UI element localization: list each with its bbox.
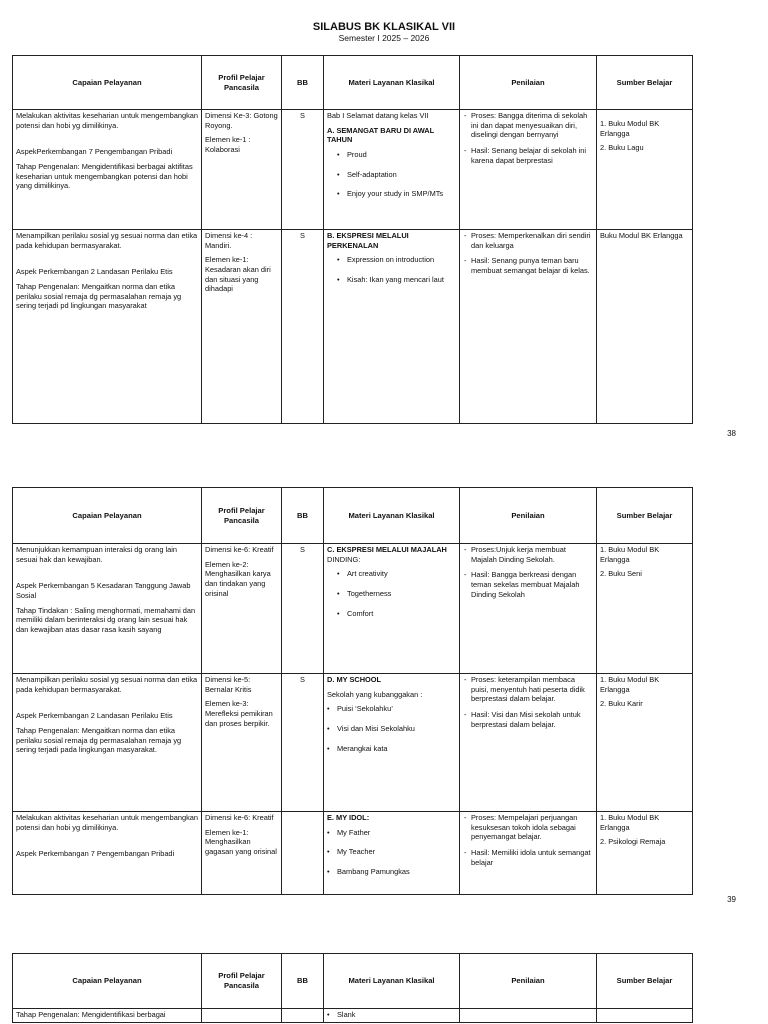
- table-row: [13, 110, 693, 230]
- col-penilaian: Penilaian: [460, 56, 597, 110]
- list-item: - Proses: Mempelajari perjuangan kesuksesan tokoh idola sebagai penyemangat belajar.: [471, 813, 593, 842]
- list-item: - Hasil: Bangga berkreasi dengan teman sekelas membuat Majalah Dinding Sekolah: [471, 570, 593, 599]
- list-item: • My Father: [337, 828, 456, 838]
- list-item: - Proses: Memperkenalkan diri sendiri dan keluarga: [471, 231, 593, 250]
- col-profil: Profil Pelajar Pancasila: [202, 488, 282, 544]
- list-item: • Art creativity: [347, 569, 456, 579]
- list-item: • Merangkai kata: [337, 744, 456, 754]
- col-materi: Materi Layanan Klasikal: [324, 56, 460, 110]
- table-header-row: [13, 954, 693, 1009]
- sumber-cell: 1. Buku Modul BK Erlangga 2. Psikologi Remaja: [597, 812, 693, 895]
- bb-cell: S: [282, 110, 324, 230]
- penilaian-cell: [460, 230, 597, 424]
- list-item: • Expression on introduction: [347, 255, 456, 265]
- materi-title: A. SEMANGAT BARU DI AWAL TAHUN: [327, 125, 435, 145]
- list-item: • Proud: [347, 150, 456, 160]
- penilaian-cell: [460, 110, 597, 230]
- col-bb: BB: [282, 56, 324, 110]
- sumber-cell: 1. Buku Modul BK Erlangga 2. Buku Seni: [597, 544, 693, 674]
- list-item: • Self-adaptation: [347, 170, 456, 180]
- materi-cell: C. EKSPRESI MELALUI MAJALAH DINDING: • Art creativity • Togetherness • Comfort: [324, 544, 460, 674]
- col-materi: Materi Layanan Klasikal: [324, 954, 460, 1009]
- table-row: [13, 230, 693, 424]
- bb-cell: S: [282, 230, 324, 424]
- profil-cell: Dimensi ke-5: Bernalar Kritis Elemen ke-3: Merefleksi pemikiran dan proses berpikir.: [202, 674, 282, 812]
- capaian-cell: Tahap Pengenalan: Mengidentifikasi berbagai: [13, 1009, 202, 1023]
- col-bb: BB: [282, 954, 324, 1009]
- capaian-cell: Melakukan aktivitas keseharian untuk mengembangkan potensi dan hobi yg dimilikinya. AspekPerkembangan 7 Pengembangan Pribadi Tahap Pengenalan: Mengidentifikasi berbagai aktifitas keseharian untuk mengembangkan potensi dan hobi yang dimilikinya.: [13, 110, 202, 230]
- sumber-cell: Buku Modul BK Erlangga: [597, 230, 693, 424]
- profil-cell: Dimensi Ke-3: Gotong Royong. Elemen ke-1 : Kolaborasi: [202, 110, 282, 230]
- table-row: [13, 544, 693, 674]
- penilaian-cell: [460, 674, 597, 812]
- list-item: • Bambang Pamungkas: [337, 867, 456, 877]
- sumber-cell: [597, 1009, 693, 1023]
- profil-cell: Dimensi ke-6: Kreatif Elemen ke-1: Menghasilkan gagasan yang orisinal: [202, 812, 282, 895]
- table-row: [13, 812, 693, 895]
- list-item: • My Teacher: [337, 847, 456, 857]
- capaian-cell: Menunjukkan kemampuan interaksi dg orang lain sesuai hak dan kewajiban. Aspek Perkembangan 5 Kesadaran Tanggung Jawab Sosial Tahap Tindakan : Saling menghormati, memahami dan memiliki dalam berinteraksi dg orang lain sesuai hak dan kewajiban atas dasar rasa kasih sayang: [13, 544, 202, 674]
- penilaian-cell: [460, 544, 597, 674]
- table-row: [13, 674, 693, 812]
- bb-cell: S: [282, 674, 324, 812]
- materi-cell: [324, 230, 460, 424]
- col-sumber: Sumber Belajar: [597, 954, 693, 1009]
- syllabus-table-3: [12, 953, 693, 1023]
- materi-title: D. MY SCHOOL: [327, 675, 382, 684]
- materi-cell: Bab I Selamat datang kelas VII A. SEMANGAT BARU DI AWAL TAHUN • Proud • Self-adaptation • Enjoy your study in SMP/MTs: [324, 110, 460, 230]
- profil-cell: [202, 1009, 282, 1023]
- materi-cell: [324, 812, 460, 895]
- list-item: - Hasil: Memiliki idola untuk semangat belajar: [471, 848, 593, 867]
- materi-title: C. EKSPRESI MELALUI MAJALAH: [327, 545, 447, 554]
- list-item: • Puisi ‘Sekolahku’: [337, 704, 456, 714]
- col-capaian: Capaian Pelayanan: [13, 56, 202, 110]
- list-item: - Hasil: Senang belajar di sekolah ini karena dapat berprestasi: [471, 146, 593, 165]
- capaian-cell: Menampilkan perilaku sosial yg sesuai norma dan etika pada kehidupan bermasyarakat. Aspek Perkembangan 2 Landasan Perilaku Etis Tahap Pengenalan: Mengaitkan norma dan etika perilaku sosial remaja dg permasalahan remaja yg sering terjadi pd lingkungan masyarakat: [13, 230, 202, 424]
- materi-title: B. EKSPRESI MELALUI PERKENALAN: [327, 231, 409, 250]
- bb-cell: [282, 1009, 324, 1023]
- materi-cell: D. MY SCHOOL Sekolah yang kubanggakan : • Puisi ‘Sekolahku’ • Visi dan Misi Sekolahku • Merangkai kata: [324, 674, 460, 812]
- list-item: • Kisah: Ikan yang mencari laut: [347, 275, 456, 285]
- list-item: - Hasil: Senang punya teman baru membuat semangat belajar di kelas.: [471, 256, 593, 275]
- penilaian-cell: [460, 812, 597, 895]
- profil-cell: Dimensi ke-6: Kreatif Elemen ke-2: Menghasilkan karya dan tindakan yang orisinal: [202, 544, 282, 674]
- col-capaian: Capaian Pelayanan: [13, 954, 202, 1009]
- list-item: - Proses: keterampilan membaca puisi, menyentuh hati peserta didik berprestasi dalam belajar.: [471, 675, 593, 704]
- table-row: [13, 1009, 693, 1023]
- col-sumber: Sumber Belajar: [597, 56, 693, 110]
- materi-cell: [324, 1009, 460, 1023]
- col-profil: Profil Pelajar Pancasila: [202, 56, 282, 110]
- capaian-cell: Menampilkan perilaku sosial yg sesuai norma dan etika pada kehidupan bermasyarakat. Aspek Perkembangan 2 Landasan Perilaku Etis Tahap Pengenalan: Mengaitkan norma dan etika perilaku sosial remaja dg permasalahan remaja yg sering terjadi pada lingkungan masyarakat.: [13, 674, 202, 812]
- table-header-row: [13, 56, 693, 110]
- list-item: - Proses:Unjuk kerja membuat Majalah Dinding Sekolah.: [471, 545, 593, 564]
- profil-cell: Dimensi ke-4 : Mandiri. Elemen ke-1: Kesadaran akan diri dan situasi yang dihadapi: [202, 230, 282, 424]
- list-item: - Proses: Bangga diterima di sekolah ini dan dapat menyesuaikan diri, diselingi dengan bernyanyi: [471, 111, 593, 140]
- list-item: • Slank: [337, 1010, 456, 1020]
- col-profil: Profil Pelajar Pancasila: [202, 954, 282, 1009]
- col-sumber: Sumber Belajar: [597, 488, 693, 544]
- list-item: • Enjoy your study in SMP/MTs: [347, 189, 456, 199]
- page-number: 38: [727, 429, 736, 438]
- list-item: • Togetherness: [347, 589, 456, 599]
- penilaian-cell: [460, 1009, 597, 1023]
- syllabus-table-2: [12, 487, 693, 895]
- bb-cell: [282, 812, 324, 895]
- col-capaian: Capaian Pelayanan: [13, 488, 202, 544]
- materi-title: E. MY IDOL:: [327, 813, 370, 822]
- sumber-cell: 1. Buku Modul BK Erlangga 2. Buku Lagu: [597, 110, 693, 230]
- bb-cell: S: [282, 544, 324, 674]
- list-item: - Hasil: Visi dan Misi sekolah untuk berprestasi dalam belajar.: [471, 710, 593, 729]
- capaian-cell: Melakukan aktivitas keseharian untuk mengembangkan potensi dan hobi yg dimilikinya. Aspek Perkembangan 7 Pengembangan Pribadi: [13, 812, 202, 895]
- syllabus-table-1: [12, 55, 693, 424]
- col-materi: Materi Layanan Klasikal: [324, 488, 460, 544]
- list-item: • Visi dan Misi Sekolahku: [337, 724, 456, 734]
- document-title: SILABUS BK KLASIKAL VII: [312, 21, 456, 33]
- semester-subtitle: Semester I 2025 – 2026: [338, 33, 430, 43]
- sumber-cell: 1. Buku Modul BK Erlangga 2. Buku Karir: [597, 674, 693, 812]
- col-bb: BB: [282, 488, 324, 544]
- list-item: • Comfort: [347, 609, 456, 619]
- col-penilaian: Penilaian: [460, 488, 597, 544]
- table-header-row: [13, 488, 693, 544]
- col-penilaian: Penilaian: [460, 954, 597, 1009]
- page-number: 39: [727, 895, 736, 904]
